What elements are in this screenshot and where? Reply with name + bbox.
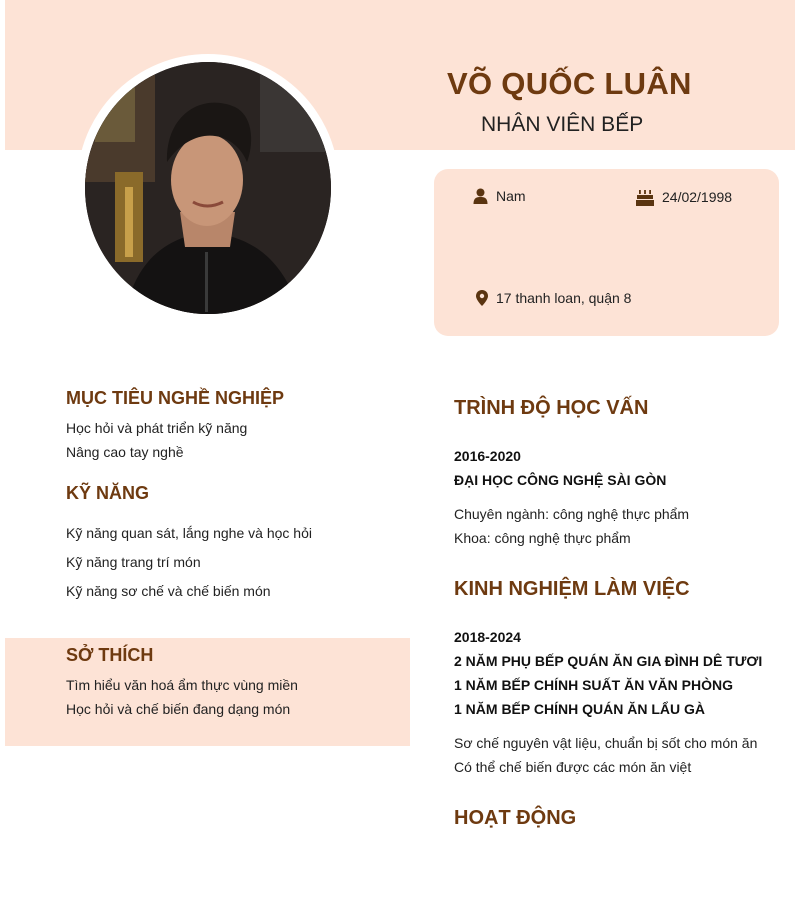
- experience-position: 1 NĂM BẾP CHÍNH QUÁN ĂN LẨU GÀ: [454, 701, 705, 717]
- goals-heading: MỤC TIÊU NGHỀ NGHIỆP: [66, 388, 285, 408]
- experience-detail: Sơ chế nguyên vật liệu, chuẩn bị sốt cho món ăn: [454, 735, 758, 751]
- hobby-item: Học hỏi và chế biến đang dạng món: [66, 701, 291, 717]
- address-value: 17 thanh loan, quận 8: [496, 290, 632, 306]
- experience-position: 1 NĂM BẾP CHÍNH SUẤT ĂN VĂN PHÒNG: [454, 677, 733, 693]
- activities-heading: HOẠT ĐỘNG: [454, 807, 577, 829]
- gender-value: Nam: [496, 188, 526, 204]
- hobby-item: Tìm hiểu văn hoá ẩm thực vùng miền: [66, 677, 298, 693]
- education-school: ĐẠI HỌC CÔNG NGHỆ SÀI GÒN: [454, 472, 667, 488]
- skills-heading: KỸ NĂNG: [66, 483, 150, 503]
- map-pin-icon: [476, 290, 488, 306]
- birthday-value: 24/02/1998: [662, 189, 733, 205]
- hobbies-heading: SỞ THÍCH: [66, 645, 154, 665]
- candidate-role: NHÂN VIÊN BẾP: [481, 113, 644, 136]
- gender-info: [473, 188, 526, 204]
- education-heading: TRÌNH ĐỘ HỌC VẤN: [454, 397, 649, 419]
- experience-period: 2018-2024: [454, 629, 521, 645]
- user-icon: [473, 188, 488, 204]
- experience-heading: KINH NGHIỆM LÀM VIỆC: [454, 578, 690, 600]
- address-info: [476, 290, 631, 306]
- experience-position: 2 NĂM PHỤ BẾP QUÁN ĂN GIA ĐÌNH DÊ TƯƠI: [454, 653, 763, 669]
- avatar: [85, 62, 331, 314]
- cake-icon: [636, 188, 654, 206]
- skill-item: Kỹ năng trang trí món: [66, 554, 201, 570]
- education-period: 2016-2020: [454, 448, 521, 464]
- education-detail: Chuyên ngành: công nghệ thực phẩm: [454, 506, 690, 522]
- candidate-name: VÕ QUỐC LUÂN: [447, 66, 692, 101]
- skill-item: Kỹ năng sơ chế và chế biến món: [66, 583, 271, 599]
- skill-item: Kỹ năng quan sát, lắng nghe và học hỏi: [66, 525, 312, 541]
- education-detail: Khoa: công nghệ thực phẩm: [454, 530, 631, 546]
- birthday-info: [636, 188, 732, 206]
- experience-detail: Có thể chế biến được các món ăn việt: [454, 759, 692, 775]
- goal-item: Nâng cao tay nghề: [66, 444, 184, 460]
- goal-item: Học hỏi và phát triển kỹ năng: [66, 420, 248, 436]
